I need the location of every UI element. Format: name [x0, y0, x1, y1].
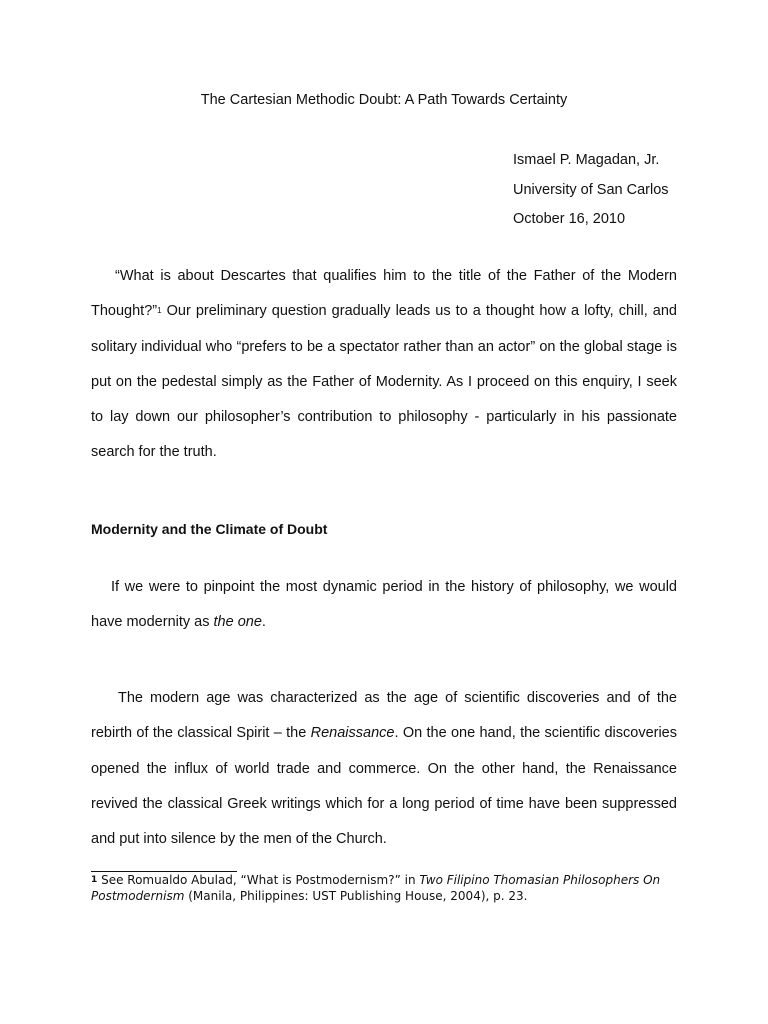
author-block — [513, 150, 669, 239]
modern-age-text-before: The modern age was characterized as the age of scientific discoveries and of the rebirth of the classical Spirit – the — [91, 690, 677, 742]
footnote-book-title: Two Filipino Thomasian Philosophers On Postmodernism — [91, 873, 661, 903]
author-name: Ismael P. Magadan, Jr. — [513, 152, 660, 168]
author-institution: University of San Carlos — [513, 181, 669, 198]
footnote-separator — [91, 871, 237, 872]
intro-text-part2: Our preliminary question gradually leads us to a thought how a lofty, chill, and solitary individual who “prefers to be a spectator rather than an actor” on the global stage is put on the pedestal simply as the Father of Modernity. As I proceed on this enquiry, I seek to lay down our philosopher’s contribution to philosophy - particularly in his passionate search for the truth. — [91, 303, 677, 461]
footnote-mark: 1 — [91, 875, 98, 885]
footnote-ref-1[interactable]: 1 — [157, 306, 162, 316]
section-heading: Modernity and the Climate of Doubt — [91, 521, 328, 537]
intro-text-part1: “What is about Descartes that qualifies him to the title of the Father of the Modern Thought?” — [91, 268, 677, 320]
modern-age-paragraph — [91, 681, 677, 857]
modernity-text-italic: the one — [213, 614, 262, 631]
modernity-paragraph — [91, 570, 677, 641]
modern-age-text-after: . On the one hand, the scientific discoveries opened the influx of world trade and commerce. On the other hand, the Renaissance revived the classical Greek writings which for a long period of time have been suppressed and put into silence by the men of the Church. — [91, 725, 677, 848]
footnote-text-after: (Manila, Philippines: UST Publishing House, 2004), p. 23. — [184, 888, 528, 903]
footnote — [91, 873, 691, 904]
footnote-text-before: See Romualdo Abulad, “What is Postmodernism?” in — [97, 873, 420, 887]
renaissance-italic: Renaissance — [310, 725, 395, 742]
modernity-text-before: If we were to pinpoint the most dynamic period in the history of philosophy, we would have modernity as — [91, 579, 677, 631]
intro-paragraph — [91, 259, 677, 471]
modernity-text-after: . — [261, 614, 266, 631]
document-title: The Cartesian Methodic Doubt: A Path Towards Certainty — [200, 92, 568, 108]
document-date: October 16, 2010 — [513, 211, 626, 227]
